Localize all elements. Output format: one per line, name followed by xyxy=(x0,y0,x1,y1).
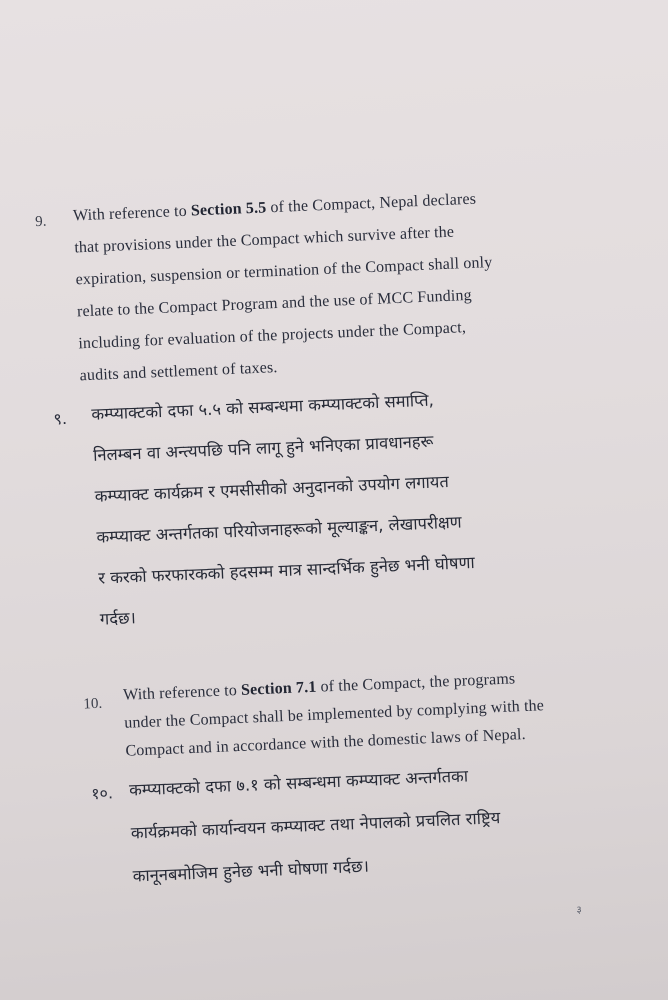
paragraph-number: 9. xyxy=(34,213,47,231)
text-run: With reference to xyxy=(122,681,242,704)
text-run: relate to the Compact Program and the use of MCC Funding xyxy=(76,286,473,321)
nepali-text-line: कम्प्याक्ट कार्यक्रम र एमसीसीको अनुदानको उपयोग लगायत xyxy=(94,472,450,506)
text-run: audits and settlement of taxes. xyxy=(79,359,278,385)
nepali-paragraph-number: १०. xyxy=(90,783,114,804)
nepali-paragraph-10-text xyxy=(128,753,503,897)
nepali-text-line: निलम्बन वा अन्त्यपछि पनि लागू हुने भनिएका प्रावधानहरू xyxy=(92,431,434,465)
section-reference: Section 7.1 xyxy=(240,678,317,699)
nepali-text-line: र करको फरफारकको हदसम्म मात्र सान्दर्भिक हुनेछ भनी घोषणा xyxy=(97,552,476,588)
text-run: under the Compact shall be implemented by complying with the xyxy=(123,697,545,732)
nepali-paragraph-9-text xyxy=(91,378,478,640)
section-reference: Section 5.5 xyxy=(190,199,267,220)
text-run: Compact and in accordance with the domestic laws of Nepal. xyxy=(125,725,527,760)
text-run: including for evaluation of the projects under the Compact, xyxy=(78,319,467,353)
nepali-text-line: कम्प्याक्टको दफा ५.५ को सम्बन्धमा कम्प्याक्टको समाप्ति, xyxy=(90,390,435,424)
nepali-paragraph-number: ९. xyxy=(53,408,68,429)
nepali-text-line: गर्दछ। xyxy=(99,608,137,629)
nepali-text-line: कानूनबमोजिम हुनेछ भनी घोषणा गर्दछ। xyxy=(132,856,370,886)
text-run: expiration, suspension or termination of the Compact shall only xyxy=(75,253,493,289)
text-run: of the Compact, Nepal declares xyxy=(265,190,477,217)
nepali-text-line: कम्प्याक्टको दफा ७.१ को सम्बन्धमा कम्प्याक्ट अन्तर्गतका xyxy=(128,766,469,800)
text-run: of the Compact, the programs xyxy=(316,670,516,696)
text-run: With reference to xyxy=(72,202,192,225)
page-number: ३ xyxy=(576,904,582,917)
text-run: that provisions under the Compact which survive after the xyxy=(74,223,455,257)
paragraph-9-text xyxy=(72,183,497,392)
nepali-text-line: कार्यक्रमको कार्यान्वयन कम्प्याक्ट तथा नेपालको प्रचलित राष्ट्रिय xyxy=(130,808,501,843)
paragraph-number: 10. xyxy=(83,695,103,713)
paragraph-10-text xyxy=(123,664,546,766)
nepali-text-line: कम्प्याक्ट अन्तर्गतका परियोजनाहरूको मूल्याङ्कन, लेखापरीक्षण xyxy=(96,512,463,547)
